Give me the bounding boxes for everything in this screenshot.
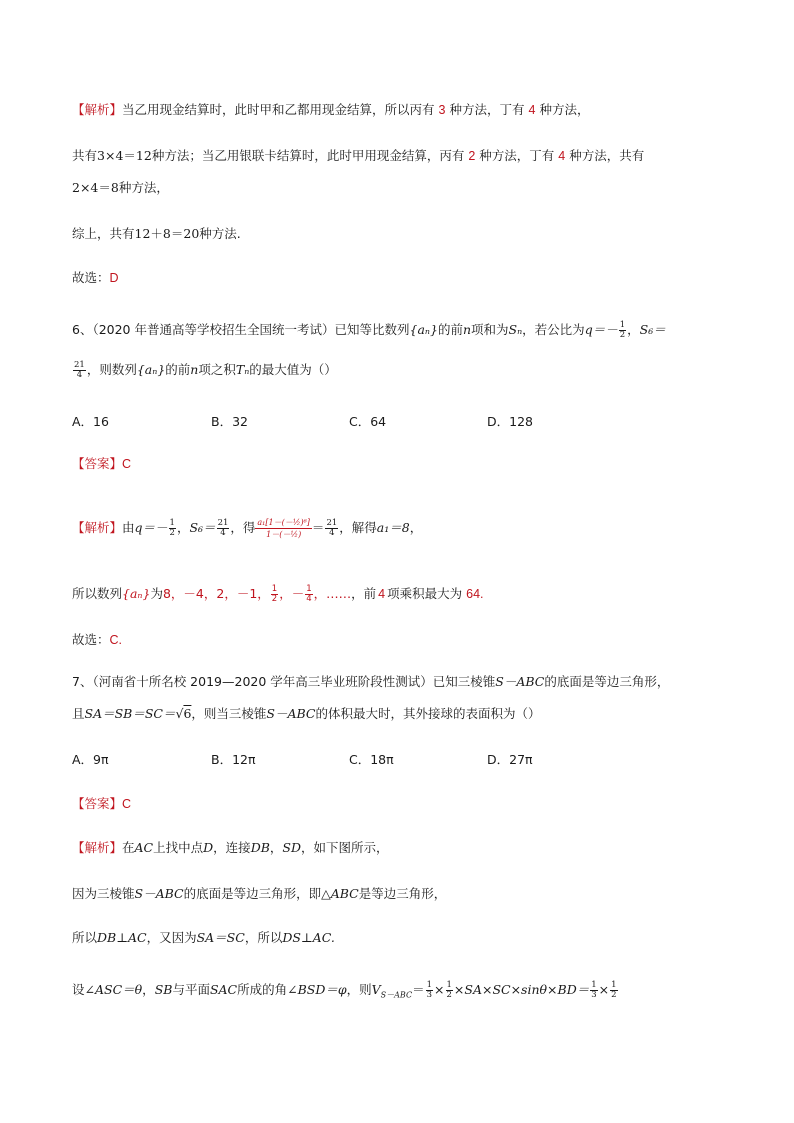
analysis-tag: 【解析】 bbox=[72, 102, 123, 117]
q6-stem-line-1: 6、（2020 年普通高等学校招生全国统一考试）已知等比数列{aₙ}的前n项和为Sₙ，若公比为q＝－ $\frac{1}{2}$ ，S₆＝ bbox=[72, 320, 666, 340]
q7-option-d: D．27π bbox=[487, 752, 533, 767]
q7-option-b: B．12π bbox=[211, 752, 256, 767]
q6-answer: 【答案】C bbox=[72, 456, 132, 471]
q6-stem-line-2: $\frac{21}{4}$ ，则数列{aₙ}的前n项之积Tₙ的最大值为（） bbox=[74, 360, 337, 380]
fraction: $\frac{1}{3}$ bbox=[591, 980, 597, 1000]
q6-option-a: A．16 bbox=[72, 414, 109, 429]
q5-analysis-line-3: 2×4＝8种方法， bbox=[72, 180, 169, 195]
q7-analysis-line-3: 所以DB⊥AC，又因为SA＝SC，所以DS⊥AC. bbox=[72, 930, 335, 945]
sqrt-sign: √ bbox=[175, 706, 184, 721]
q7-stem-line-1: 7、（河南省十所名校 2019—2020 学年高三毕业班阶段性测试）已知三棱锥S－ABC的底面是等边三角形， bbox=[72, 674, 670, 689]
fraction: $\frac{1}{2}$ bbox=[611, 980, 617, 1000]
q7-stem-line-2: 且SA＝SB＝SC＝√6，则当三棱锥S－ABC的体积最大时，其外接球的表面积为（） bbox=[72, 706, 541, 721]
q7-answer: 【答案】C bbox=[72, 796, 132, 811]
q6-choose: 故选：C. bbox=[72, 632, 123, 647]
q5-analysis-line-4: 综上，共有12＋8＝20种方法. bbox=[72, 226, 241, 241]
q6-option-d: D．128 bbox=[487, 414, 533, 429]
q6-analysis-line-1: 【解析】由q＝－ $\frac{1}{2}$ ，S₆＝ $\frac{21}{4}$ ，得 $\frac{\text{a₁[1－(－½)⁶]}}{\text{1－(－½)}}$ ＝ $\frac{21}{4}$ ，解得a₁＝8， bbox=[72, 518, 423, 539]
q6-analysis-line-2: 所以数列{aₙ}为8，－4，2，－1， $\frac{1}{2}$ ，－ $\frac{1}{4}$ ，……，前 4 项乘积最大为 64. bbox=[72, 584, 484, 604]
q5-analysis-line-1: 【解析】当乙用现金结算时，此时甲和乙都用现金结算，所以丙有 3 种方法，丁有 4 种方法， bbox=[72, 102, 590, 117]
fraction: $\frac{1}{2}$ bbox=[169, 518, 175, 538]
fraction: $\frac{1}{2}$ bbox=[271, 584, 278, 604]
fraction: $\frac{1}{3}$ bbox=[426, 980, 433, 1000]
fraction: $\frac{1}{2}$ bbox=[446, 980, 452, 1000]
q5-choose: 故选：D bbox=[72, 270, 119, 285]
q7-analysis-line-4: 设∠ASC＝θ，SB与平面SAC所成的角∠BSD＝φ，则$V_{S-ABC}=$ $\frac{1}{3}$ × $\frac{1}{2}$ ×SA×SC×sinθ×BD＝ $\frac{1}{3}$ × $\frac{1}{2}$ bbox=[72, 980, 617, 1000]
q7-option-a: A．9π bbox=[72, 752, 109, 767]
fraction: $\frac{1}{2}$ bbox=[619, 320, 626, 340]
sum-formula-fraction: $\frac{\text{a₁[1－(－½)⁶]}}{\text{1－(－½)}}$ bbox=[257, 518, 310, 539]
q5-analysis-line-2: 共有3×4＝12种方法；当乙用银联卡结算时，此时甲用现金结算，丙有 2 种方法，丁有 4 种方法，共有 bbox=[72, 148, 645, 163]
q7-analysis-line-2: 因为三棱锥S－ABC的底面是等边三角形，即△ABC是等边三角形， bbox=[72, 886, 447, 901]
q6-option-c: C．64 bbox=[349, 414, 387, 429]
fraction: $\frac{21}{4}$ bbox=[217, 518, 229, 538]
q7-analysis-line-1: 【解析】在AC上找中点D，连接DB，SD，如下图所示， bbox=[72, 840, 389, 855]
q7-option-c: C．18π bbox=[349, 752, 394, 767]
q6-option-b: B．32 bbox=[211, 414, 248, 429]
fraction: $\frac{21}{4}$ bbox=[326, 518, 338, 538]
fraction: $\frac{21}{4}$ bbox=[74, 360, 85, 380]
fraction: $\frac{1}{4}$ bbox=[306, 584, 312, 604]
